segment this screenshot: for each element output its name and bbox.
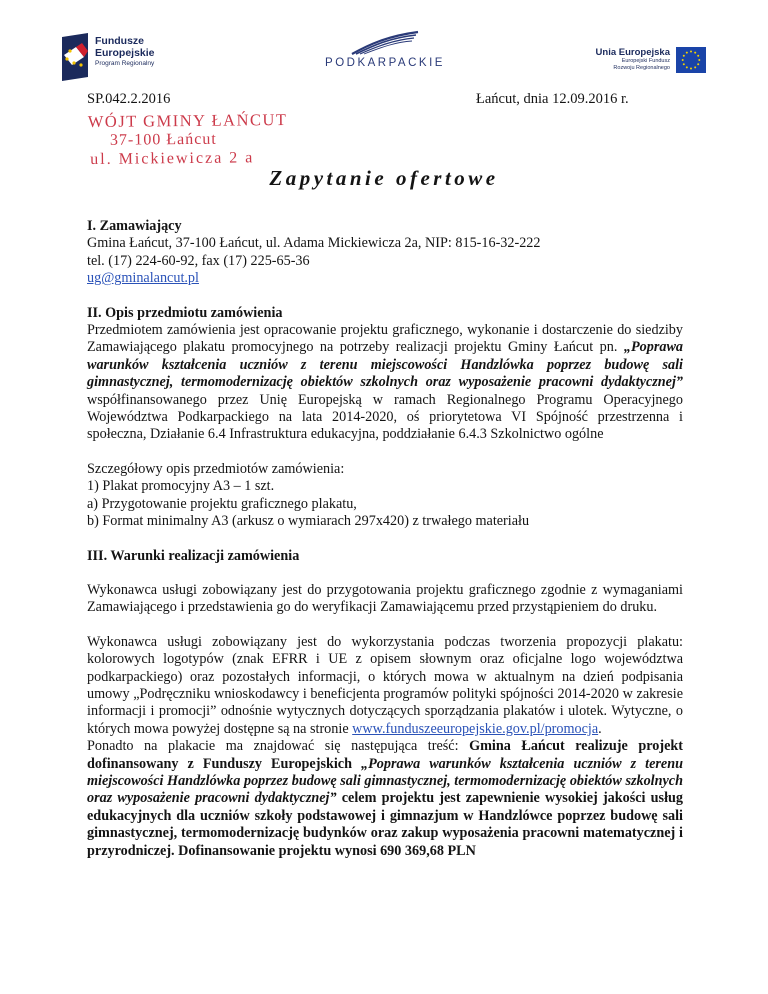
- section1-heading: I. Zamawiający: [87, 218, 182, 234]
- stamp-line1: WÓJT GMINY ŁAŃCUT: [87, 109, 288, 132]
- ue-logo-line3: Rozwoju Regionalnego: [613, 65, 670, 71]
- section3-heading: III. Warunki realizacji zamówienia: [87, 547, 300, 564]
- ue-logo-line1: Unia Europejska: [595, 47, 670, 58]
- list-item: b) Format minimalny A3 (arkusz o wymiarach 297x420) z trwałego materiału: [87, 513, 530, 530]
- fe-logo-line2: Europejskie: [95, 47, 155, 59]
- fe-logo-line3: Program Regionalny: [95, 60, 155, 67]
- podkarpackie-logo: [300, 30, 470, 80]
- fundusze-europejskie-logo: [62, 33, 222, 81]
- section3-para3-start: Ponadto na plakacie ma znajdować się następująca treść:: [87, 738, 470, 755]
- section3-para3-bold2: celem projektu jest zapewnienie wysokiej jakości usług edukacyjnych dla uczniów szkoły podstawowej i gimnazjum w Handzlówce poprzez budowę sali gimnastycznej, termomodernizację budynków oraz zakup wyposażenia pracowni matematycznej i przyrodniczej. Dofinansowanie projektu wynosi 690 369,68 PLN: [87, 790, 684, 859]
- podkarpackie-swoosh-icon: [350, 30, 420, 56]
- section1-phone: tel. (17) 224-60-92, fax (17) 225-65-36: [87, 252, 310, 269]
- section2-detail-list: [87, 478, 683, 530]
- section3-para3-bold1: Gmina Łańcut realizuje projekt dofinansowany z Funduszy Europejskich: [87, 738, 683, 772]
- podkarpackie-logo-name: PODKARPACKIE: [325, 57, 445, 69]
- section2-para-start: Przedmiotem zamówienia jest opracowanie projektu graficznego, wykonanie i dostarczenie do siedziby Zamawiającego plakatu promocyjnego na potrzeby realizacji projektu Gminy Łańcut pn.: [87, 322, 683, 356]
- fe-flag-icon: [62, 33, 90, 81]
- promocja-link[interactable]: www.funduszeeuropejskie.gov.pl/promocja: [352, 720, 599, 737]
- section3-paragraph1: Wykonawca usługi zobowiązany jest do przygotowania projektu graficznego zgodnie z wymaganiami Zamawiającego i przedstawienia go do weryfikacji Zamawiającemu przed przystąpieniem do druku.: [87, 581, 683, 616]
- ue-logo-line2: Europejski Fundusz: [621, 58, 670, 64]
- section1-address: Gmina Łańcut, 37-100 Łańcut, ul. Adama Mickiewicza 2a, NIP: 815-16-32-222: [87, 235, 541, 252]
- section1-email-link[interactable]: ug@gminalancut.pl: [87, 270, 199, 287]
- section3-paragraph3: [87, 738, 683, 860]
- document-reference-number: SP.042.2.2016: [87, 91, 171, 107]
- section3-para2-end: .: [598, 720, 602, 737]
- section2-heading: II. Opis przedmiotu zamówienia: [87, 304, 283, 321]
- stamp-line3: ul. Mickiewicza 2 a: [90, 149, 255, 169]
- section2-para-end: współfinansowanego przez Unię Europejską w ramach Regionalnego Programu Operacyjnego Województwa Podkarpackiego na lata 2014-2020, oś priorytetowa VI Spójność przestrzenna i społeczna, Działanie 6.4 Infrastruktura edukacyjna, poddziałanie 6.4.3 Szkolnictwo ogólne: [87, 391, 683, 443]
- section3-para3-project-title: „Poprawa warunków kształcenia uczniów z terenu miejscowości Handzlówka poprzez budowę sali gimnastycznej, termomodernizację obiektów szkolnych oraz wyposażenie pracowni dydaktycznej”: [87, 755, 684, 807]
- section2-detail-intro: Szczegółowy opis przedmiotów zamówienia:: [87, 460, 345, 477]
- section2-project-title: „Poprawa warunków kształcenia uczniów z terenu miejscowości Handzlówka poprzez budowę sali gimnastycznej, termomodernizację obiektów szkolnych oraz wyposażenie pracowni dydaktycznej”: [87, 339, 683, 391]
- eu-flag-icon: [676, 47, 706, 73]
- list-item: 1) Plakat promocyjny A3 – 1 szt.: [87, 478, 275, 495]
- document-title: Zapytanie ofertowe: [269, 166, 499, 190]
- place-and-date: Łańcut, dnia 12.09.2016 r.: [476, 91, 629, 107]
- unia-europejska-logo: [566, 47, 706, 79]
- section3-para2-text: Wykonawca usługi zobowiązany jest do wykorzystania podczas tworzenia propozycji plakatu: kolorowych logotypów (znak EFRR i UE z opisem słownym oraz oficjalne logo województwa podkarpackiego) oraz pozostałych informacji, o których mowa w aktualnym na dzień podpisania umowy „Podręczniku wnioskodawcy i beneficjenta programów polityki spójności 2014-2020 w zakresie informacji i promocji” odnośnie wytycznych dotyczących sporządzania plakatów i ulotek. Wytyczne, o których mowa powyżej dostępne są na stronie: [87, 633, 683, 737]
- section3-paragraph2: [87, 634, 683, 738]
- stamp-line2: 37-100 Łańcut: [109, 130, 217, 149]
- list-item: a) Przygotowanie projektu graficznego plakatu,: [87, 495, 357, 512]
- office-stamp: [88, 111, 288, 169]
- document-body: [87, 218, 683, 860]
- fe-logo-line1: Fundusze: [95, 35, 144, 47]
- section2-paragraph: [87, 322, 683, 444]
